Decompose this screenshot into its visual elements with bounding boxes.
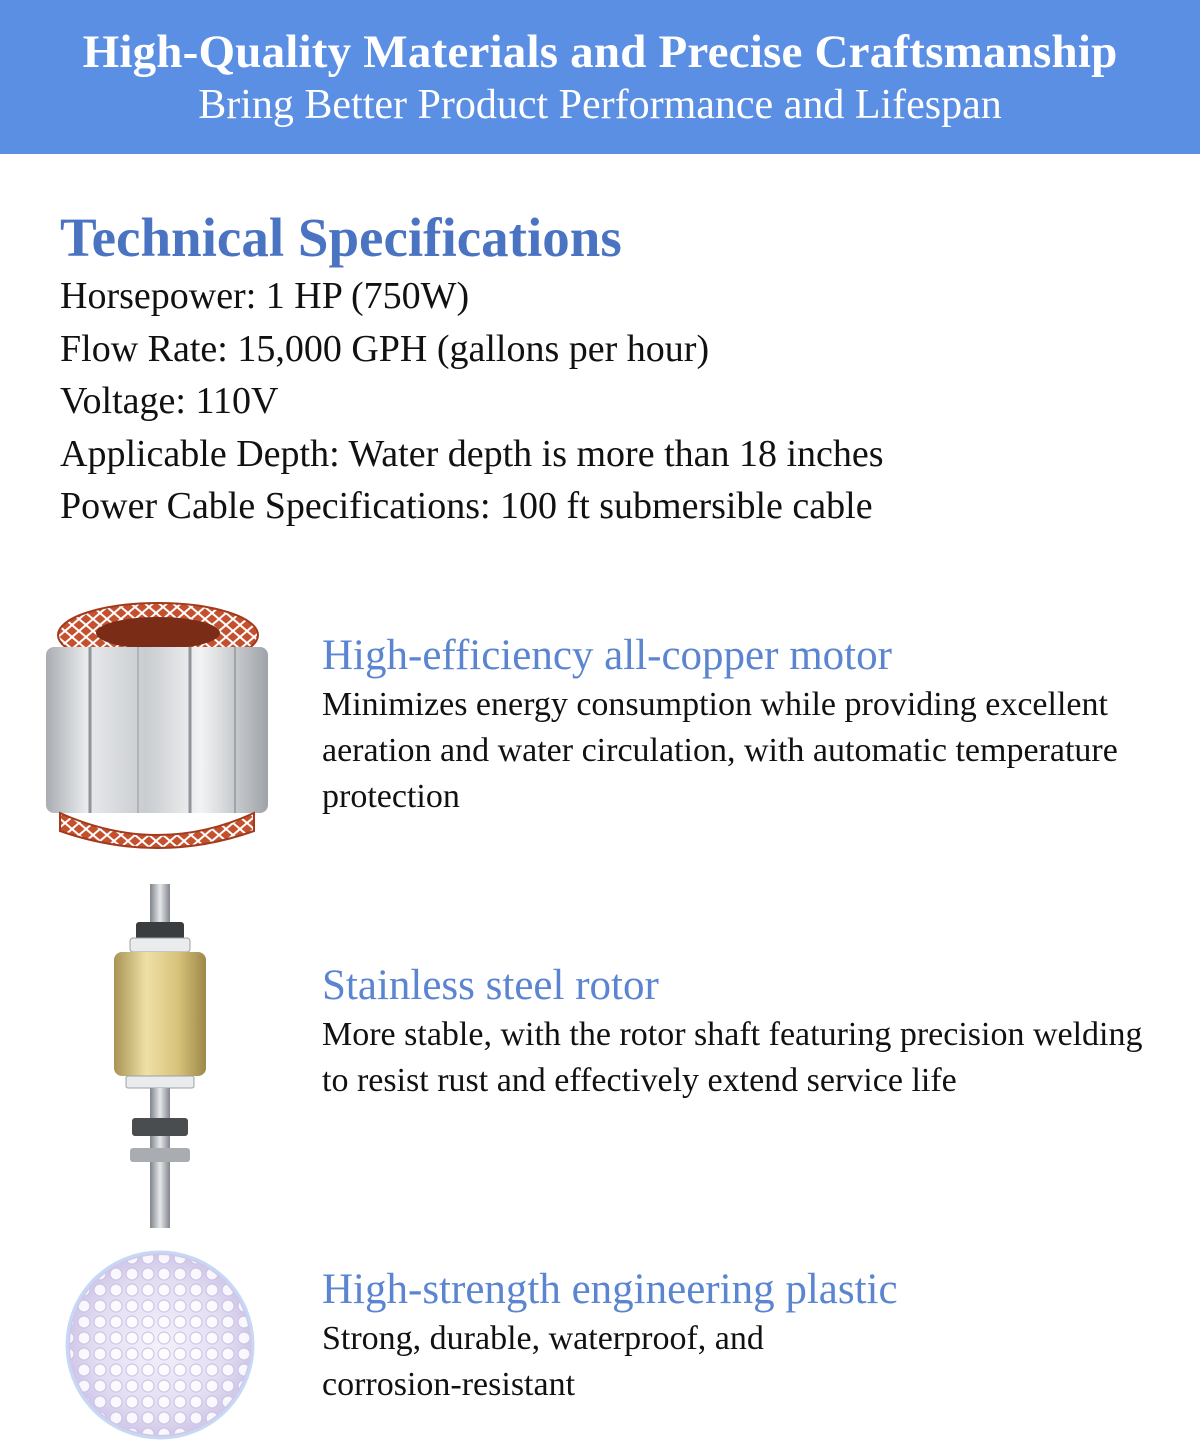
feature-description: Minimizes energy consumption while providing excellent aeration and water circulation, with automatic temperature protection [322, 686, 1118, 815]
stainless-steel-rotor-image [100, 882, 220, 1237]
feature-title: High-strength engineering plastic [322, 1266, 898, 1313]
plastic-pellets-image [60, 1250, 260, 1440]
specifications-title: Technical Specifications [60, 207, 622, 268]
spec-voltage: Voltage: 110V [60, 380, 279, 422]
copper-motor-stator-image [30, 595, 280, 855]
specifications-list [60, 270, 884, 533]
feature-engineering-plastic [322, 1264, 1162, 1408]
spec-horsepower: Horsepower: 1 HP (750W) [60, 275, 470, 317]
banner-headline: High-Quality Materials and Precise Craftsmanship [82, 26, 1118, 78]
feature-stainless-rotor [322, 960, 1162, 1104]
feature-description: More stable, with the rotor shaft featuring precision welding to resist rust and effectively extend service life [322, 1016, 1143, 1099]
feature-title: Stainless steel rotor [322, 962, 659, 1009]
header-banner [0, 0, 1200, 154]
spec-power-cable: Power Cable Specifications: 100 ft submersible cable [60, 485, 873, 527]
banner-subheadline: Bring Better Product Performance and Lifespan [198, 82, 1002, 128]
feature-title: High-efficiency all-copper motor [322, 632, 892, 679]
feature-copper-motor [322, 630, 1162, 820]
spec-applicable-depth: Applicable Depth: Water depth is more than 18 inches [60, 432, 884, 475]
feature-description: Strong, durable, waterproof, and corrosion-resistant [322, 1320, 764, 1403]
spec-flow-rate: Flow Rate: 15,000 GPH (gallons per hour) [60, 327, 710, 370]
